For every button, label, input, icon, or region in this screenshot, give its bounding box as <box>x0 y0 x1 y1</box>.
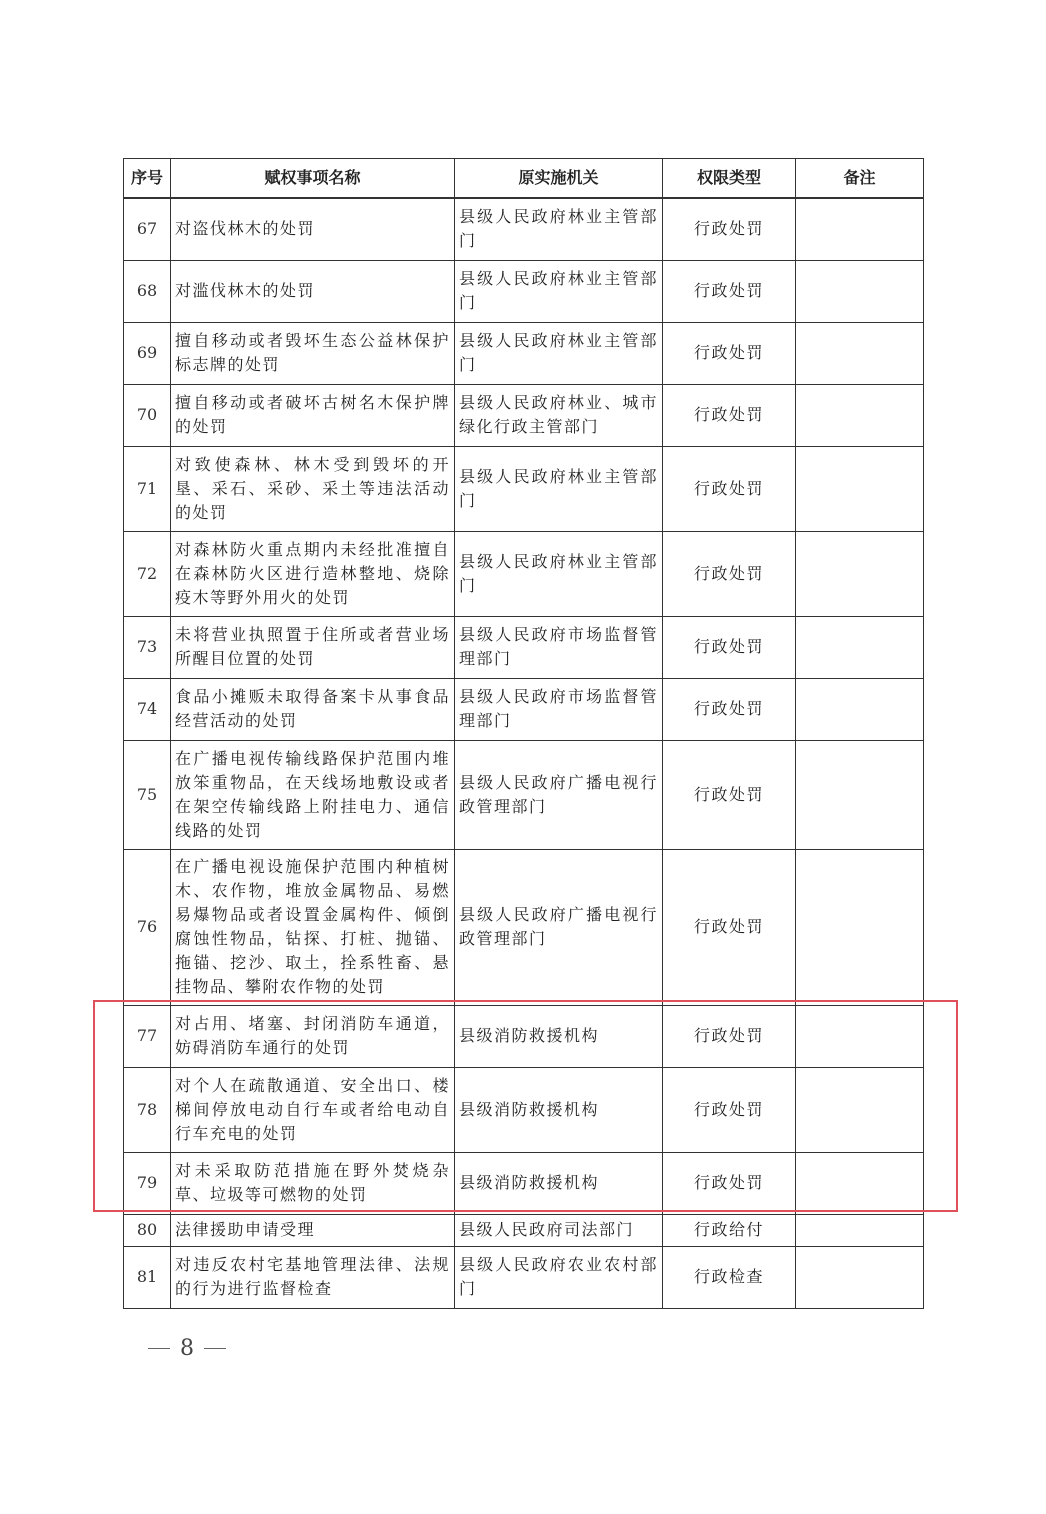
item-name-cell: 在广播电视传输线路保护范围内堆放笨重物品，在天线场地敷设或者在架空传输线路上附挂电力、通信线路的处罚 <box>171 740 455 849</box>
item-name-cell: 对致使森林、林木受到毁坏的开垦、采石、采砂、采土等违法活动的处罚 <box>171 446 455 531</box>
serial-no-cell: 74 <box>124 678 171 740</box>
header-remarks: 备注 <box>796 159 924 199</box>
original-agency-cell: 县级人民政府广播电视行政管理部门 <box>455 849 663 1005</box>
remarks-cell <box>796 678 924 740</box>
serial-no-cell: 68 <box>124 260 171 322</box>
serial-no-cell: 77 <box>124 1005 171 1067</box>
item-name-cell: 擅自移动或者毁坏生态公益林保护标志牌的处罚 <box>171 322 455 384</box>
remarks-cell <box>796 1214 924 1246</box>
serial-no-cell: 75 <box>124 740 171 849</box>
remarks-cell <box>796 740 924 849</box>
footer-dash-right <box>204 1348 226 1349</box>
page-footer <box>148 1336 226 1361</box>
serial-no-cell: 79 <box>124 1152 171 1214</box>
table-row <box>124 198 924 260</box>
table-row <box>124 322 924 384</box>
authority-type-cell: 行政处罚 <box>663 322 796 384</box>
authority-type-cell: 行政处罚 <box>663 260 796 322</box>
original-agency-cell: 县级人民政府市场监督管理部门 <box>455 616 663 678</box>
item-name-cell: 在广播电视设施保护范围内种植树木、农作物，堆放金属物品、易燃易爆物品或者设置金属构件、倾倒腐蚀性物品，钻探、打桩、抛锚、拖锚、挖沙、取土，拴系牲畜、悬挂物品、攀附农作物的处罚 <box>171 849 455 1005</box>
original-agency-cell: 县级人民政府林业主管部门 <box>455 531 663 616</box>
original-agency-cell: 县级人民政府广播电视行政管理部门 <box>455 740 663 849</box>
remarks-cell <box>796 446 924 531</box>
serial-no-cell: 67 <box>124 198 171 260</box>
serial-no-cell: 81 <box>124 1246 171 1308</box>
table-row <box>124 740 924 849</box>
serial-no-cell: 76 <box>124 849 171 1005</box>
original-agency-cell: 县级消防救援机构 <box>455 1152 663 1214</box>
item-name-cell: 对占用、堵塞、封闭消防车通道，妨碍消防车通行的处罚 <box>171 1005 455 1067</box>
table-header-row <box>124 159 924 199</box>
authority-type-cell: 行政处罚 <box>663 740 796 849</box>
remarks-cell <box>796 531 924 616</box>
table-row <box>124 849 924 1005</box>
table-row <box>124 616 924 678</box>
item-name-cell: 对滥伐林木的处罚 <box>171 260 455 322</box>
item-name-cell: 法律援助申请受理 <box>171 1214 455 1246</box>
header-item-name: 赋权事项名称 <box>171 159 455 199</box>
table-row <box>124 1005 924 1067</box>
remarks-cell <box>796 1005 924 1067</box>
remarks-cell <box>796 384 924 446</box>
serial-no-cell: 72 <box>124 531 171 616</box>
authority-type-cell: 行政处罚 <box>663 1067 796 1152</box>
table-row <box>124 531 924 616</box>
remarks-cell <box>796 616 924 678</box>
remarks-cell <box>796 260 924 322</box>
authority-type-cell: 行政处罚 <box>663 384 796 446</box>
authority-type-cell: 行政处罚 <box>663 1152 796 1214</box>
original-agency-cell: 县级人民政府林业主管部门 <box>455 260 663 322</box>
original-agency-cell: 县级人民政府农业农村部门 <box>455 1246 663 1308</box>
table-row <box>124 1067 924 1152</box>
item-name-cell: 对盗伐林木的处罚 <box>171 198 455 260</box>
authority-type-cell: 行政给付 <box>663 1214 796 1246</box>
original-agency-cell: 县级消防救援机构 <box>455 1005 663 1067</box>
item-name-cell: 食品小摊贩未取得备案卡从事食品经营活动的处罚 <box>171 678 455 740</box>
table-row <box>124 1214 924 1246</box>
table-row <box>124 260 924 322</box>
serial-no-cell: 70 <box>124 384 171 446</box>
authority-table <box>123 158 924 1309</box>
authority-type-cell: 行政检查 <box>663 1246 796 1308</box>
remarks-cell <box>796 1067 924 1152</box>
original-agency-cell: 县级人民政府林业主管部门 <box>455 322 663 384</box>
authority-type-cell: 行政处罚 <box>663 616 796 678</box>
table-row <box>124 678 924 740</box>
remarks-cell <box>796 849 924 1005</box>
page-number: 8 <box>180 1336 194 1361</box>
authority-type-cell: 行政处罚 <box>663 198 796 260</box>
original-agency-cell: 县级消防救援机构 <box>455 1067 663 1152</box>
original-agency-cell: 县级人民政府林业主管部门 <box>455 198 663 260</box>
original-agency-cell: 县级人民政府市场监督管理部门 <box>455 678 663 740</box>
serial-no-cell: 69 <box>124 322 171 384</box>
header-authority-type: 权限类型 <box>663 159 796 199</box>
item-name-cell: 对违反农村宅基地管理法律、法规的行为进行监督检查 <box>171 1246 455 1308</box>
table-row <box>124 384 924 446</box>
authority-type-cell: 行政处罚 <box>663 531 796 616</box>
authority-type-cell: 行政处罚 <box>663 849 796 1005</box>
table-row <box>124 1152 924 1214</box>
table-row <box>124 1246 924 1308</box>
remarks-cell <box>796 322 924 384</box>
serial-no-cell: 80 <box>124 1214 171 1246</box>
table-body <box>124 198 924 1308</box>
header-original-agency: 原实施机关 <box>455 159 663 199</box>
remarks-cell <box>796 1152 924 1214</box>
item-name-cell: 对未采取防范措施在野外焚烧杂草、垃圾等可燃物的处罚 <box>171 1152 455 1214</box>
remarks-cell <box>796 198 924 260</box>
item-name-cell: 擅自移动或者破坏古树名木保护牌的处罚 <box>171 384 455 446</box>
serial-no-cell: 71 <box>124 446 171 531</box>
remarks-cell <box>796 1246 924 1308</box>
original-agency-cell: 县级人民政府林业、城市绿化行政主管部门 <box>455 384 663 446</box>
header-serial-no: 序号 <box>124 159 171 199</box>
authority-type-cell: 行政处罚 <box>663 678 796 740</box>
table-row <box>124 446 924 531</box>
authority-type-cell: 行政处罚 <box>663 1005 796 1067</box>
original-agency-cell: 县级人民政府林业主管部门 <box>455 446 663 531</box>
authority-type-cell: 行政处罚 <box>663 446 796 531</box>
serial-no-cell: 73 <box>124 616 171 678</box>
footer-dash-left <box>148 1348 170 1349</box>
item-name-cell: 对森林防火重点期内未经批准擅自在森林防火区进行造林整地、烧除疫木等野外用火的处罚 <box>171 531 455 616</box>
serial-no-cell: 78 <box>124 1067 171 1152</box>
item-name-cell: 对个人在疏散通道、安全出口、楼梯间停放电动自行车或者给电动自行车充电的处罚 <box>171 1067 455 1152</box>
original-agency-cell: 县级人民政府司法部门 <box>455 1214 663 1246</box>
item-name-cell: 未将营业执照置于住所或者营业场所醒目位置的处罚 <box>171 616 455 678</box>
